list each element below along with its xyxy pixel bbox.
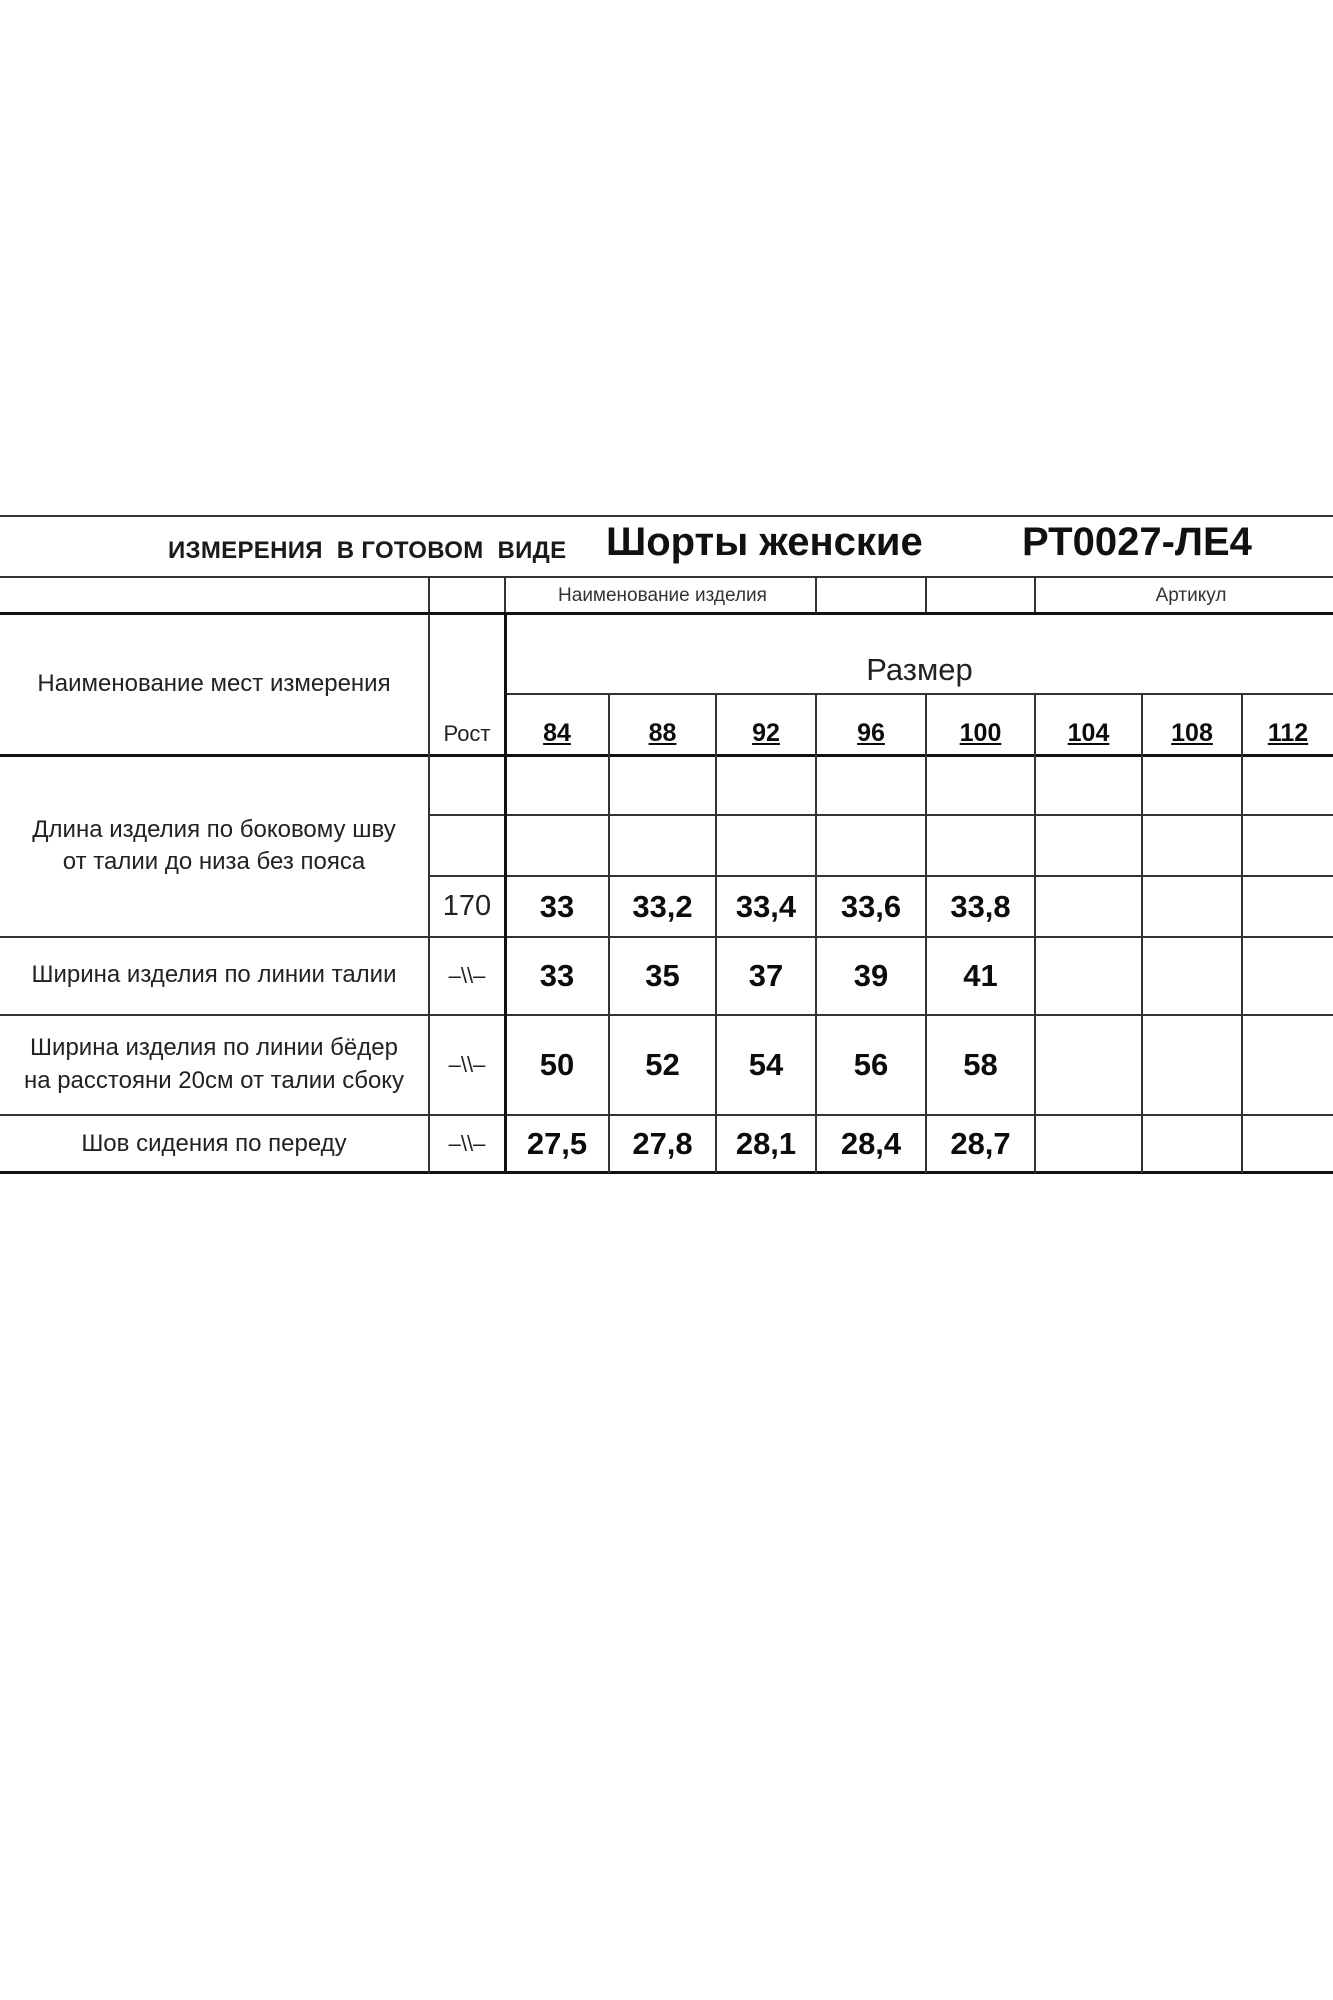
table-bottom-line: [0, 1171, 1333, 1174]
product-name-caption: Наименование изделия: [558, 585, 767, 607]
row-rise-84: 27,5: [526, 1126, 588, 1162]
size-col-divider: [1141, 693, 1143, 1173]
product-name: Шорты женские: [606, 520, 923, 564]
size-108: 108: [1171, 719, 1213, 748]
caption-divider: [815, 576, 817, 612]
row-rise-92: 28,1: [735, 1126, 797, 1162]
measure-column-header: Наименование мест измерения: [37, 669, 391, 697]
row-hips-88: 52: [645, 1046, 680, 1082]
caption-divider: [925, 576, 927, 612]
row-hips-label: [0, 1016, 428, 1113]
row-length-100: 33,8: [950, 888, 1011, 924]
size-92: 92: [752, 719, 780, 748]
row-rise-88: 27,8: [632, 1126, 693, 1162]
row-hips-label-line2: на расстояни 20см от талии сбоку: [23, 1066, 405, 1094]
size-col-divider: [815, 693, 817, 1173]
row-hips-92: 54: [748, 1046, 784, 1082]
row-length-96: 33,6: [840, 888, 902, 924]
row-waist-84: 33: [539, 957, 575, 993]
size-group-header: Размер: [866, 652, 973, 688]
size-84: 84: [543, 719, 571, 748]
size-row-top-line: [504, 693, 1333, 695]
height-col-divider: [504, 614, 507, 1173]
row-waist-height: –\\–: [448, 962, 486, 988]
article-caption: Артикул: [1155, 585, 1227, 607]
row3-bottom-line: [0, 1114, 1333, 1116]
title-bottom-border: [0, 576, 1333, 578]
caption-divider: [428, 576, 430, 612]
row-hips-100: 58: [963, 1046, 998, 1082]
row-length-92: 33,4: [735, 888, 797, 924]
size-100: 100: [959, 719, 1002, 748]
measurements-caption: ИЗМЕРЕНИЯ В ГОТОВОМ ВИДЕ: [168, 537, 567, 564]
article-number: РТ0027-ЛЕ4: [1022, 520, 1252, 564]
row-hips-label-line1: Ширина изделия по линии бёдер: [30, 1034, 398, 1062]
row-hips-84: 50: [539, 1046, 575, 1082]
row-hips-height: –\\–: [448, 1051, 486, 1077]
row-rise-label: Шов сидения по переду: [81, 1129, 347, 1157]
row2-bottom-line: [0, 1014, 1333, 1016]
row1-bottom-line: [0, 936, 1333, 938]
row-length-label-line1: Длина изделия по боковому шву: [32, 815, 396, 843]
size-col-divider: [608, 693, 610, 1173]
size-112: 112: [1267, 719, 1309, 748]
row1-sub-line-b: [428, 875, 1333, 877]
row-length-label: [0, 757, 428, 935]
size-88: 88: [648, 719, 677, 748]
size-col-divider: [715, 693, 717, 1173]
size-col-divider: [1241, 693, 1243, 1173]
row-waist-88: 35: [645, 957, 680, 993]
row-rise-100: 28,7: [950, 1126, 1011, 1162]
row-waist-label: Ширина изделия по линии талии: [31, 961, 397, 989]
row-length-88: 33,2: [632, 888, 693, 924]
row-length-label-line2: от талии до низа без пояса: [62, 848, 366, 875]
row-waist-96: 39: [853, 957, 889, 993]
top-border: [0, 515, 1333, 517]
row-waist-100: 41: [963, 957, 998, 993]
header-bottom-line: [0, 754, 1333, 757]
size-96: 96: [857, 719, 885, 748]
measure-col-divider: [428, 614, 430, 1173]
row-hips-96: 56: [853, 1046, 889, 1082]
size-col-divider: [1034, 693, 1036, 1173]
height-column-header: Рост: [443, 721, 491, 747]
row-waist-92: 37: [748, 957, 784, 993]
size-col-divider: [925, 693, 927, 1173]
caption-divider: [504, 576, 506, 612]
size-104: 104: [1067, 719, 1110, 748]
row-rise-height: –\\–: [448, 1131, 486, 1157]
row-length-height: 170: [442, 889, 492, 922]
row-rise-96: 28,4: [840, 1126, 902, 1162]
row-length-84: 33: [539, 888, 575, 924]
caption-divider: [1034, 576, 1036, 612]
row1-sub-line-a: [428, 814, 1333, 816]
